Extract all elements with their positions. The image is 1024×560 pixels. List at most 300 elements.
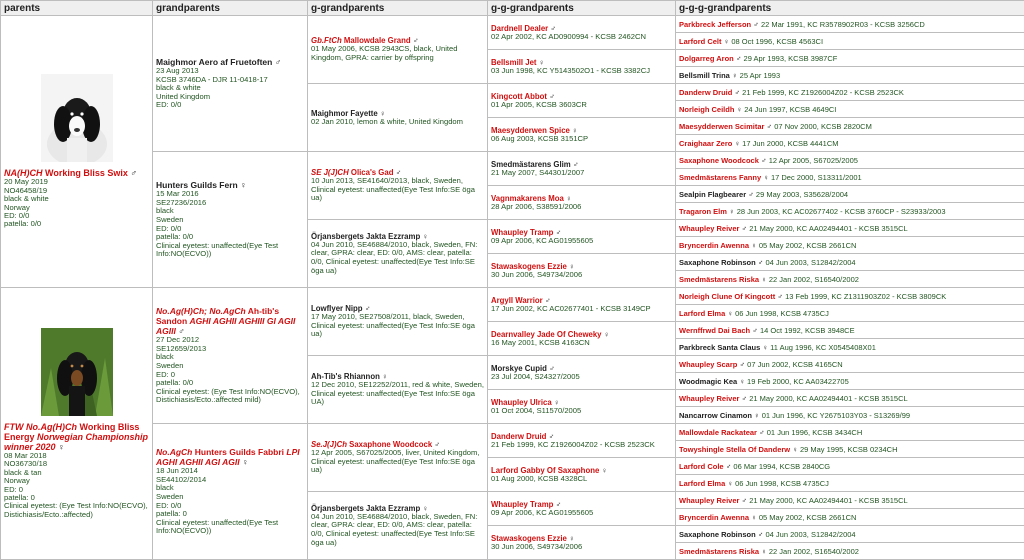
detail-line: patella: 0 [156,510,304,519]
sex-icon: ♀ [601,466,607,475]
g-grandparent-cell [308,288,488,356]
dog-name: Parkbreck Jefferson [679,20,751,29]
g-grandparent-cell [308,152,488,220]
sex-icon: ♂ [573,160,579,169]
dog-details [491,305,672,314]
detail-line: 21 May 2000, KC AA02494401 - KCSB 3515CL [749,496,907,505]
detail-line: SE44102/2014 [156,476,304,485]
detail-line: 24 Jun 1997, KCSB 4649CI [744,105,836,114]
grandparent-cell [153,152,308,288]
dog-name: Working Bliss Swix [45,168,128,178]
sex-icon: ♂ [759,428,765,437]
detail-line: 17 May 2010, SE27508/2011, black, Sweden, Clinical eyetest: unaffected(Eye Test Info:SE öga ua) [311,313,484,339]
sex-icon: ♂ [753,20,759,29]
ggg-grandparent-cell[interactable] [676,458,1024,475]
detail-line: 21 May 2000, KC AA02494401 - KCSB 3515CL [749,224,907,233]
dog-name: Argyll Warrior [491,296,543,305]
dog-name: Norleigh Ceildh [679,105,734,114]
dog-name: Whaupley Scarp [679,360,737,369]
detail-line: 30 Jun 2006, S49734/2006 [491,543,672,552]
gg-grandparent-cell [488,526,676,560]
detail-line: 16 May 2001, KCSB 4163CN [491,339,672,348]
detail-line: 17 Dec 2000, S13311/2001 [771,173,862,182]
ggg-grandparent-cell[interactable] [676,118,1024,135]
dog-name: Stawaskogens Ezzie [491,262,567,271]
sex-icon: ♀ [762,343,768,352]
gg-grandparent-cell [488,84,676,118]
detail-line: 04 Jun 2003, S12842/2004 [766,530,856,539]
gg-grandparent-cell [488,356,676,390]
detail-line: Clinical eyetest: unaffected(Eye Test Info:NO(ECVO)) [156,242,304,259]
sex-icon: ♀ [739,377,745,386]
dog-details [311,313,484,339]
g-grandparent-cell [308,492,488,560]
dog-details [491,271,672,280]
sex-icon: ♂ [549,364,555,373]
detail-line: 23 Jul 2004, S24327/2005 [491,373,672,382]
parent-name-block[interactable] [4,422,149,452]
sex-icon: ♀ [724,37,730,46]
detail-line: 07 Nov 2000, KCSB 2820CM [774,122,872,131]
detail-line: 07 Jun 2002, KCSB 4165CN [747,360,842,369]
pedigree-row [1,288,1024,305]
detail-line: 12 Apr 2005, S67025/2005, liver, United Kingdom, Clinical eyetest: unaffected(Eye Test Info:SE öga ua) [311,449,484,475]
sex-icon: ♀ [734,139,740,148]
detail-line: Sweden [156,216,304,225]
dog-details [311,118,484,127]
ggg-grandparent-cell[interactable] [676,186,1024,203]
sex-icon: ♂ [275,57,281,67]
dog-title: NA(H)CH [4,168,43,178]
ggg-grandparent-cell[interactable] [676,220,1024,237]
g-grandparent-cell [308,424,488,492]
dog-name: Danderw Druid [491,432,546,441]
sex-icon: ♀ [792,445,798,454]
detail-line: 28 Apr 2006, S38591/2006 [491,203,672,212]
dog-name: Hunters Guilds Fabbri [195,447,284,457]
gg-grandparent-cell [488,288,676,322]
sex-icon: ♂ [365,304,371,313]
dog-name: Morskye Cupid [491,364,547,373]
sex-icon: ♀ [727,479,733,488]
sex-icon: ♂ [777,292,783,301]
grandparent-cell [153,424,308,560]
dog-details [311,241,484,275]
dog-name: Tragaron Elm [679,207,727,216]
detail-line: black [156,484,304,493]
detail-line: 21 Feb 1999, KC Z1926004Z02 - KCSB 2523CK [742,88,904,97]
sex-icon: ♂ [556,228,562,237]
detail-line: 19 Feb 2000, KC AA03422705 [747,377,849,386]
sex-icon: ♀ [242,457,248,467]
detail-line: 06 Aug 2003, KCSB 3151CP [491,135,672,144]
detail-line: 21 May 2000, KC AA02494401 - KCSB 3515CL [749,394,907,403]
gg-grandparent-cell [488,254,676,288]
dog-name: Saxaphone Robinson [679,258,756,267]
detail-line: NO36730/18 [4,460,149,468]
detail-line: 12 Apr 2005, S67025/2005 [769,156,858,165]
dog-name: Woodmagic Kea [679,377,737,386]
sex-icon: ♀ [554,398,560,407]
ggg-grandparent-cell[interactable] [676,288,1024,305]
sex-icon: ♂ [742,224,748,233]
gg-grandparent-cell [488,322,676,356]
ggg-grandparent-cell[interactable] [676,33,1024,50]
sex-icon: ♂ [739,360,745,369]
detail-line: Norway [4,204,149,212]
header-row [1,1,1024,16]
detail-line: black & white [4,195,149,203]
ggg-grandparent-cell[interactable] [676,339,1024,356]
gg-grandparent-cell [488,152,676,186]
dog-name: Smedmästarens Glim [491,160,571,169]
dog-details [491,169,672,178]
grandparent-cell [153,16,308,152]
sex-icon: ♂ [549,92,555,101]
ggg-grandparent-cell[interactable] [676,322,1024,339]
ggg-grandparent-cell[interactable] [676,271,1024,288]
detail-line: 27 Dec 2012 [156,336,304,345]
g-grandparent-cell [308,220,488,288]
sex-icon: ♀ [604,330,610,339]
detail-line: 30 Jun 2006, S49734/2006 [491,271,672,280]
sex-icon: ♂ [758,530,764,539]
dog-details [491,203,672,212]
detail-line: Sweden [156,362,304,371]
dog-title: Gb.FtCh [311,36,342,45]
dog-name: Smedmästarens Fanny [679,173,761,182]
ggg-grandparent-cell[interactable] [676,475,1024,492]
detail-line: 18 Jun 2014 [156,467,304,476]
detail-line: 04 Jun 2010, SE46884/2010, black, Sweden, FN: clear, GPRA: clear, ED: 0/0, AMS: clear, patella: 0/0, Clinical eyetest: unaffected(Eye Test Info:SE öga ua) [311,513,484,547]
dog-details [156,190,304,259]
dog-details [311,381,484,407]
ggg-grandparent-cell[interactable] [676,84,1024,101]
detail-line: ED: 0/0 [156,101,304,110]
sex-icon: ♀ [569,534,575,543]
sex-icon: ♀ [569,262,575,271]
detail-line: 29 Apr 1993, KCSB 3987CF [744,54,838,63]
ggg-grandparent-cell[interactable] [676,407,1024,424]
dog-name: Bryncerdin Awenna [679,513,749,522]
dog-title: Se.J(J)Ch [311,440,347,449]
dog-name: Working Bliss Energy [4,422,139,442]
dog-name: Towyshingle Stella Of Danderw [679,445,790,454]
dog-details [491,373,672,382]
detail-line: 21 May 2007, S44301/2007 [491,169,672,178]
detail-line: KCSB 3746DA - DJR 11-0418-17 [156,76,304,85]
sex-icon: ♀ [737,105,743,114]
sex-icon: ♂ [130,168,137,178]
gg-grandparent-cell [488,118,676,152]
sex-icon: ♂ [752,326,758,335]
detail-line: United Kingdom [156,93,304,102]
sex-icon: ♀ [58,442,65,452]
dog-name: Dolgarreg Aron [679,54,734,63]
dog-name: Saxaphone Woodcock [349,440,432,449]
dog-name: Örjansbergets Jakta Ezzramp [311,232,420,241]
sex-icon: ♂ [734,88,740,97]
detail-line: 10 Jun 2013, SE41640/2013, black, Sweden, Clinical eyetest: unaffected(Eye Test Info:SE öga ua) [311,177,484,203]
sex-icon: ♀ [761,275,767,284]
detail-line: 23 Aug 2013 [156,67,304,76]
sex-icon: ♂ [758,258,764,267]
detail-line: 01 Oct 2004, S11570/2005 [491,407,672,416]
gg-grandparent-cell [488,220,676,254]
dog-details [156,336,304,405]
detail-line: Clinical eyetest: (Eye Test Info:NO(ECVO), [156,388,304,397]
gg-grandparent-cell [488,492,676,526]
detail-line: Clinical eyetest: unaffected(Eye Test Info:NO(ECVO)) [156,519,304,536]
dog-name: Smedmästarens Riska [679,547,759,556]
dog-name: Wernffrwd Dai Bach [679,326,750,335]
dog-name: Bellsmill Jet [491,58,537,67]
pedigree-row [1,424,1024,441]
grandparent-cell [153,288,308,424]
sex-icon: ♂ [396,168,402,177]
ggg-grandparent-cell[interactable] [676,492,1024,509]
dog-name: Whaupley Reiver [679,224,739,233]
parent-cell [1,16,153,288]
detail-line: black & tan [4,469,149,477]
detail-line: 13 Feb 1999, KC Z1311903Z02 - KCSB 3809CK [785,292,946,301]
ggg-grandparent-cell[interactable] [676,135,1024,152]
dog-name: Danderw Druid [679,88,732,97]
sex-icon: ♂ [736,54,742,63]
dog-name: Ah-Tib's Rhiannon [311,372,380,381]
detail-line: 22 Mar 1991, KC R3578902R03 - KCSB 3256CD [761,20,925,29]
sex-icon: ♀ [751,513,757,522]
dog-name: Smedmästarens Riska [679,275,759,284]
dog-name: Craighaar Zero [679,139,732,148]
sex-icon: ♀ [240,180,246,190]
dog-name: Vagnmakarens Moa [491,194,564,203]
dog-name: Norleigh Clune Of Kingcott [679,292,775,301]
dog-title: No.Ag(H)Ch; No.AgCh [156,306,246,316]
detail-line: NO46458/19 [4,187,149,195]
dog-details [491,543,672,552]
detail-line: 04 Jun 2003, S12842/2004 [766,258,856,267]
sex-icon: ♀ [539,58,545,67]
pedigree-row [1,16,1024,33]
sex-icon: ♂ [748,190,754,199]
detail-line: 06 Mar 1994, KCSB 2840CG [733,462,830,471]
dog-name: Örjansbergets Jakta Ezzramp [311,504,420,513]
dog-details [491,135,672,144]
dog-name: Larford Cole [679,462,724,471]
dog-suffix: AGHI AGHII AGHIII GI AGII AGIII [156,316,295,336]
gg-grandparent-cell [488,424,676,458]
sex-icon: ♀ [380,109,386,118]
sex-icon: ♂ [550,24,556,33]
detail-line: Sweden [156,493,304,502]
dog-name: Dearnvalley Jade Of Cheweky [491,330,602,339]
dog-details [491,475,672,484]
dog-name: Mallowdale Grand [344,36,411,45]
dog-name: Maesydderwen Scimitar [679,122,764,131]
detail-line: 25 Apr 1993 [740,71,780,80]
g-grandparent-cell [308,16,488,84]
ggg-grandparent-cell[interactable] [676,373,1024,390]
ggg-grandparent-cell[interactable] [676,390,1024,407]
parent-cell [1,288,153,560]
detail-line: 29 May 2003, S35628/2004 [756,190,848,199]
ggg-grandparent-cell[interactable] [676,254,1024,271]
dog-details [491,237,672,246]
header-parents: parents [1,1,153,16]
dog-name: Stawaskogens Ezzie [491,534,567,543]
detail-line: 14 Oct 1992, KCSB 3948CE [760,326,855,335]
detail-line: 05 May 2002, KCSB 2661CN [759,513,857,522]
ggg-grandparent-cell[interactable] [676,152,1024,169]
ggg-grandparent-cell[interactable] [676,203,1024,220]
detail-line: black & white [156,84,304,93]
detail-line: 06 Jun 1998, KCSB 4735CJ [735,309,829,318]
dog-photo [41,328,113,416]
dog-name: Whaupley Ulrica [491,398,552,407]
sex-icon: ♀ [382,372,388,381]
sex-icon: ♂ [726,462,732,471]
detail-line: 28 Jun 2003, KC AC02677402 - KCSB 3760CP - S23933/2003 [737,207,946,216]
detail-line: 22 Jan 2002, S16540/2002 [769,547,859,556]
dog-name: Whaupley Reiver [679,496,739,505]
pedigree-row [1,152,1024,169]
grandparent-name-block[interactable] [156,306,304,336]
detail-line: 21 Feb 1999, KC Z1926004Z02 - KCSB 2523CK [491,441,672,450]
dog-details [311,449,484,475]
ggg-grandparent-cell[interactable] [676,509,1024,526]
detail-line: 02 Apr 2002, KC AD0900994 - KCSB 2462CN [491,33,672,42]
sex-icon: ♂ [545,296,551,305]
dog-name: Bellsmill Trina [679,71,730,80]
detail-line: 17 Jun 2002, KC AC02677401 - KCSB 3149CP [491,305,672,314]
dog-name: Whaupley Tramp [491,500,553,509]
dog-name: Larford Elma [679,309,725,318]
ggg-grandparent-cell[interactable] [676,169,1024,186]
sex-icon: ♂ [413,36,419,45]
detail-line: 01 Jun 1996, KC Y2675103Y03 - S13269/99 [762,411,910,420]
dog-name: Nancarrow Cinamon [679,411,752,420]
gg-grandparent-cell [488,50,676,84]
detail-line: patella: 0/0 [156,233,304,242]
ggg-grandparent-cell[interactable] [676,356,1024,373]
ggg-grandparent-cell[interactable] [676,101,1024,118]
dog-details [491,33,672,42]
detail-line: 01 May 2006, KCSB 2943CS, black, United Kingdom, GPRA: carrier by offspring [311,45,484,62]
dog-name: Larford Celt [679,37,722,46]
header-grandparents: grandparents [153,1,308,16]
dog-details [156,467,304,536]
sex-icon: ♀ [572,126,578,135]
header-gg-grandparents: g-g-grandparents [488,1,676,16]
detail-line: patella: 0/0 [4,220,149,228]
dog-details [311,513,484,547]
dog-name: Bryncerdin Awenna [679,241,749,250]
detail-line: ED: 0 [4,486,149,494]
ggg-grandparent-cell[interactable] [676,67,1024,84]
ggg-grandparent-cell[interactable] [676,50,1024,67]
detail-line: patella: 0 [4,494,149,502]
sex-icon: ♂ [767,122,773,131]
detail-line: 04 Jun 2010, SE46884/2010, black, Sweden, FN: clear, GPRA: clear, ED: 0/0, AMS: clear, patella: 0/0, Clinical eyetest: unaffected(Eye Test Info:SE öga ua) [311,241,484,275]
dog-name: Whaupley Tramp [491,228,553,237]
dog-photo [41,74,113,162]
dog-title: SE J(J)CH [311,168,349,177]
detail-line: SE27236/2016 [156,199,304,208]
dog-details [311,45,484,62]
sex-icon: ♂ [178,326,184,336]
dog-details [491,441,672,450]
ggg-grandparent-cell[interactable] [676,424,1024,441]
detail-line: ED: 0/0 [156,502,304,511]
dog-name: Ah-tib's Sandon [156,306,279,326]
sex-icon: ♀ [763,173,769,182]
dog-details [491,407,672,416]
gg-grandparent-cell [488,186,676,220]
detail-line: black [156,353,304,362]
dog-name: Lowflyer Nipp [311,304,363,313]
dog-details [4,452,149,519]
dog-name: Sealpin Flagbearer [679,190,746,199]
dog-title: No.AgCh [156,447,192,457]
detail-line: ED: 0 [156,371,304,380]
ggg-grandparent-cell[interactable] [676,16,1024,33]
ggg-grandparent-cell[interactable] [676,237,1024,254]
dog-name: Kingcott Abbot [491,92,547,101]
ggg-grandparent-cell[interactable] [676,305,1024,322]
detail-line: ED: 0/0 [156,225,304,234]
ggg-grandparent-cell[interactable] [676,526,1024,543]
detail-line: 17 Jun 2000, KCSB 4441CM [742,139,838,148]
dog-name: Maesydderwen Spice [491,126,570,135]
sex-icon: ♀ [761,547,767,556]
sex-icon: ♂ [434,440,440,449]
gg-grandparent-cell [488,458,676,492]
dog-details [156,67,304,110]
dog-name: Larford Elma [679,479,725,488]
detail-line: 05 May 2002, KCSB 2661CN [759,241,857,250]
sex-icon: ♀ [754,411,760,420]
dog-details [491,509,672,518]
dog-details [491,67,672,76]
detail-line: 01 Apr 2005, KCSB 3603CR [491,101,672,110]
sex-icon: ♀ [727,309,733,318]
detail-line: 29 May 1995, KCSB 0234CH [800,445,898,454]
detail-line: 09 Apr 2006, KC AG01955605 [491,237,672,246]
grandparent-name-block[interactable] [156,447,304,467]
ggg-grandparent-cell[interactable] [676,543,1024,560]
dog-name: Olica's Gad [351,168,394,177]
pedigree-body [1,16,1024,560]
sex-icon: ♀ [732,71,738,80]
detail-line: 01 Jun 1996, KCSB 3434CH [767,428,862,437]
dog-details [4,178,149,228]
dog-suffix: LPI AGHI AGHII AGI AGII [156,447,300,467]
detail-line: 01 Aug 2000, KCSB 4328CL [491,475,672,484]
detail-line: Distichiasis/Ecto.:affected mild) [156,396,304,405]
sex-icon: ♀ [422,232,428,241]
dog-title: FTW No.Ag(H)Ch [4,422,77,432]
dog-name: Dardnell Dealer [491,24,548,33]
gg-grandparent-cell [488,16,676,50]
detail-line: 12 Dec 2010, SE12252/2011, red & white, Sweden, Clinical eyetest: unaffected(Eye Test Info:SE öga UA) [311,381,484,407]
detail-line: 09 Apr 2006, KC AG01955605 [491,509,672,518]
ggg-grandparent-cell[interactable] [676,441,1024,458]
dog-name: Hunters Guilds Fern [156,180,238,190]
header-g-grandparents: g-grandparents [308,1,488,16]
detail-line: 20 May 2019 [4,178,149,186]
detail-line: black [156,207,304,216]
